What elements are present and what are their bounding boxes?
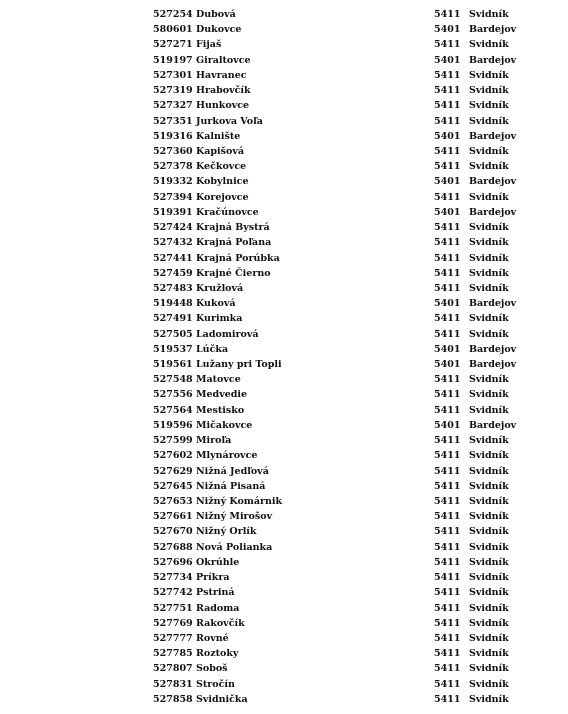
municipality-code: 527688	[153, 541, 193, 553]
municipality-code: 527661	[153, 511, 193, 523]
municipality-name: Príkra	[196, 572, 230, 584]
municipality-name: Svidnička	[196, 693, 248, 705]
municipality-name: Kapišová	[196, 145, 245, 157]
district-name: Bardejov	[469, 419, 517, 431]
municipality-name: Kalnište	[196, 130, 241, 142]
district-code: 5411	[434, 465, 461, 477]
table-row	[0, 342, 568, 357]
municipality-code: 519316	[153, 130, 193, 142]
table-row	[0, 83, 568, 98]
table-row	[0, 114, 568, 129]
district-name: Svidník	[469, 100, 509, 112]
table-row	[0, 68, 568, 83]
district-name: Bardejov	[469, 54, 517, 66]
district-code: 5411	[434, 587, 461, 599]
district-code: 5411	[434, 404, 461, 416]
table-row	[0, 631, 568, 646]
municipality-name: Nižná Jedľová	[196, 465, 269, 477]
district-name: Svidník	[469, 480, 509, 492]
district-code: 5411	[434, 145, 461, 157]
district-name: Svidník	[469, 389, 509, 401]
municipality-code: 519197	[153, 54, 193, 66]
district-name: Svidník	[469, 526, 509, 538]
municipality-code: 527785	[153, 648, 193, 660]
table-row	[0, 540, 568, 555]
municipality-name: Miroľa	[196, 435, 232, 447]
table-row	[0, 22, 568, 37]
municipality-code: 527653	[153, 496, 193, 507]
district-name: Bardejov	[469, 298, 517, 310]
municipality-name: Jurkova Voľa	[196, 115, 263, 127]
district-code: 5411	[434, 602, 461, 614]
district-name: Svidník	[469, 267, 509, 279]
municipality-code: 519537	[153, 343, 193, 355]
table-row	[0, 281, 568, 296]
district-code: 5411	[434, 85, 461, 97]
district-name: Svidník	[469, 496, 509, 507]
district-name: Bardejov	[469, 343, 517, 355]
municipality-name: Kračúnovce	[196, 206, 259, 218]
district-code: 5411	[434, 313, 461, 325]
district-name: Svidník	[469, 678, 509, 690]
district-name: Svidník	[469, 617, 509, 629]
municipality-code: 527742	[153, 587, 193, 599]
municipality-code: 527696	[153, 556, 193, 568]
district-code: 5411	[434, 632, 461, 644]
municipality-code: 527394	[153, 191, 193, 203]
table-row	[0, 159, 568, 174]
municipality-name: Nižný Komárnik	[196, 496, 283, 507]
municipality-name: Giraltovce	[196, 54, 251, 66]
municipality-code: 519596	[153, 419, 193, 431]
district-name: Svidník	[469, 602, 509, 614]
municipality-name: Havranec	[196, 69, 247, 81]
municipality-code: 527858	[153, 693, 193, 705]
district-code: 5411	[434, 374, 461, 386]
district-name: Bardejov	[469, 130, 517, 142]
municipality-name: Rovné	[196, 632, 229, 644]
municipality-code: 527807	[153, 663, 193, 675]
municipality-code: 527629	[153, 465, 193, 477]
table-row	[0, 616, 568, 631]
district-name: Svidník	[469, 282, 509, 294]
municipality-code: 527831	[153, 678, 193, 690]
municipality-code: 519332	[153, 176, 193, 188]
district-code: 5401	[434, 24, 461, 36]
table-row	[0, 555, 568, 570]
district-name: Svidník	[469, 556, 509, 568]
municipality-name: Hunkovce	[196, 100, 250, 112]
district-code: 5411	[434, 328, 461, 340]
district-code: 5411	[434, 480, 461, 492]
table-row	[0, 570, 568, 585]
table-row	[0, 403, 568, 418]
table-row	[0, 646, 568, 661]
table-row	[0, 448, 568, 463]
municipality-name: Krajná Porúbka	[196, 252, 280, 264]
district-name: Svidník	[469, 374, 509, 386]
table-row	[0, 601, 568, 616]
municipality-name: Kobylnice	[196, 176, 249, 188]
table-row	[0, 509, 568, 524]
table-row	[0, 372, 568, 387]
municipality-name: Dukovce	[196, 24, 242, 36]
municipality-name: Fijaš	[196, 39, 222, 51]
district-code: 5411	[434, 511, 461, 523]
municipality-name: Kečkovce	[196, 161, 247, 173]
municipality-name: Rakovčík	[196, 617, 245, 629]
municipality-name: Korejovce	[196, 191, 249, 203]
municipality-code: 519391	[153, 206, 193, 218]
municipality-code: 527424	[153, 222, 193, 234]
district-name: Svidník	[469, 450, 509, 462]
table-row	[0, 235, 568, 250]
municipality-name: Krajná Poľana	[196, 237, 272, 249]
district-code: 5411	[434, 100, 461, 112]
municipality-code: 527751	[153, 602, 193, 614]
table-row	[0, 296, 568, 311]
table-row	[0, 311, 568, 326]
municipality-name: Kružlová	[196, 282, 244, 294]
table-row	[0, 585, 568, 600]
district-name: Svidník	[469, 648, 509, 660]
district-code: 5411	[434, 693, 461, 705]
district-name: Bardejov	[469, 24, 517, 36]
district-name: Svidník	[469, 161, 509, 173]
municipality-name: Roztoky	[196, 648, 239, 660]
table-row	[0, 479, 568, 494]
table-row	[0, 7, 568, 22]
municipality-name: Mičakovce	[196, 419, 253, 431]
district-code: 5401	[434, 206, 461, 218]
municipality-name: Krajná Bystrá	[196, 222, 270, 234]
table-row	[0, 327, 568, 342]
district-code: 5411	[434, 496, 461, 507]
table-row	[0, 129, 568, 144]
municipality-name: Krajné Čierno	[196, 267, 271, 279]
table-row	[0, 266, 568, 281]
municipality-code: 527670	[153, 526, 193, 538]
district-code: 5401	[434, 130, 461, 142]
municipality-name: Mestisko	[196, 404, 245, 416]
table-row	[0, 98, 568, 113]
district-code: 5411	[434, 115, 461, 127]
municipality-name: Dubová	[196, 9, 236, 20]
municipality-code: 527491	[153, 313, 193, 325]
municipality-code: 527459	[153, 267, 193, 279]
district-name: Svidník	[469, 252, 509, 264]
table-row	[0, 190, 568, 205]
municipality-code: 527599	[153, 435, 193, 447]
municipality-name: Stročín	[196, 678, 235, 690]
municipality-code: 527360	[153, 145, 193, 157]
district-name: Svidník	[469, 511, 509, 523]
district-name: Svidník	[469, 115, 509, 127]
table-row	[0, 37, 568, 52]
table-row	[0, 357, 568, 372]
municipality-name: Matovce	[196, 374, 241, 386]
table-row	[0, 144, 568, 159]
municipality-name: Mlynárovce	[196, 450, 258, 462]
district-name: Svidník	[469, 541, 509, 553]
municipality-table	[0, 7, 568, 707]
municipality-name: Nová Polianka	[196, 541, 273, 553]
table-row	[0, 661, 568, 676]
district-name: Svidník	[469, 39, 509, 51]
table-row	[0, 387, 568, 402]
table-row	[0, 205, 568, 220]
district-code: 5401	[434, 419, 461, 431]
table-row	[0, 677, 568, 692]
municipality-name: Radoma	[196, 602, 240, 614]
municipality-name: Pstriná	[196, 587, 235, 599]
municipality-code: 527327	[153, 100, 193, 112]
district-name: Svidník	[469, 145, 509, 157]
municipality-code: 527441	[153, 252, 193, 264]
district-code: 5401	[434, 176, 461, 188]
municipality-code: 527378	[153, 161, 193, 173]
municipality-code: 527301	[153, 69, 193, 81]
district-code: 5411	[434, 252, 461, 264]
district-code: 5401	[434, 54, 461, 66]
district-name: Svidník	[469, 85, 509, 97]
municipality-code: 527254	[153, 9, 193, 20]
district-code: 5411	[434, 282, 461, 294]
municipality-name: Ladomirová	[196, 328, 259, 340]
municipality-code: 527769	[153, 617, 193, 629]
municipality-code: 527777	[153, 632, 193, 644]
district-name: Svidník	[469, 693, 509, 705]
municipality-code: 527602	[153, 450, 193, 462]
municipality-code: 527351	[153, 115, 193, 127]
district-name: Bardejov	[469, 176, 517, 188]
district-code: 5411	[434, 9, 461, 20]
district-code: 5411	[434, 161, 461, 173]
municipality-code: 527556	[153, 389, 193, 401]
municipality-name: Kurimka	[196, 313, 243, 325]
district-name: Bardejov	[469, 359, 517, 371]
district-code: 5411	[434, 526, 461, 538]
municipality-name: Nižný Mirošov	[196, 511, 273, 523]
municipality-code: 519561	[153, 359, 193, 371]
district-code: 5411	[434, 237, 461, 249]
municipality-name: Soboš	[196, 663, 228, 675]
table-row	[0, 251, 568, 266]
district-name: Svidník	[469, 632, 509, 644]
district-name: Svidník	[469, 663, 509, 675]
table-row	[0, 494, 568, 509]
district-code: 5411	[434, 617, 461, 629]
municipality-name: Nižná Pisaná	[196, 480, 266, 492]
table-row	[0, 418, 568, 433]
table-row	[0, 433, 568, 448]
municipality-code: 527734	[153, 572, 193, 584]
district-code: 5401	[434, 359, 461, 371]
district-name: Svidník	[469, 435, 509, 447]
municipality-code: 527564	[153, 404, 193, 416]
district-code: 5411	[434, 39, 461, 51]
district-code: 5411	[434, 678, 461, 690]
district-code: 5411	[434, 389, 461, 401]
district-code: 5411	[434, 556, 461, 568]
district-name: Svidník	[469, 328, 509, 340]
municipality-code: 527271	[153, 39, 193, 51]
district-code: 5411	[434, 69, 461, 81]
district-code: 5411	[434, 191, 461, 203]
municipality-code: 527505	[153, 328, 193, 340]
municipality-name: Medvedie	[196, 389, 248, 401]
municipality-code: 527645	[153, 480, 193, 492]
district-name: Svidník	[469, 191, 509, 203]
municipality-name: Lužany pri Topli	[196, 359, 282, 371]
table-row	[0, 464, 568, 479]
district-name: Svidník	[469, 587, 509, 599]
district-name: Svidník	[469, 465, 509, 477]
district-code: 5411	[434, 663, 461, 675]
municipality-code: 527319	[153, 85, 193, 97]
district-code: 5411	[434, 648, 461, 660]
district-code: 5411	[434, 541, 461, 553]
district-code: 5411	[434, 267, 461, 279]
municipality-code: 580601	[153, 24, 193, 36]
district-name: Svidník	[469, 572, 509, 584]
district-code: 5411	[434, 222, 461, 234]
municipality-name: Lúčka	[196, 343, 229, 355]
district-code: 5401	[434, 343, 461, 355]
municipality-code: 527432	[153, 237, 193, 249]
municipality-name: Okrúhle	[196, 556, 240, 568]
municipality-code: 527483	[153, 282, 193, 294]
municipality-name: Kuková	[196, 298, 236, 310]
table-row	[0, 524, 568, 539]
district-code: 5401	[434, 298, 461, 310]
district-name: Svidník	[469, 69, 509, 81]
district-name: Svidník	[469, 222, 509, 234]
table-row	[0, 53, 568, 68]
municipality-code: 527548	[153, 374, 193, 386]
district-code: 5411	[434, 435, 461, 447]
district-name: Bardejov	[469, 206, 517, 218]
table-row	[0, 692, 568, 707]
municipality-code: 519448	[153, 298, 193, 310]
district-code: 5411	[434, 572, 461, 584]
table-row	[0, 174, 568, 189]
municipality-name: Hrabovčík	[196, 85, 251, 97]
table-row	[0, 220, 568, 235]
district-name: Svidník	[469, 237, 509, 249]
district-code: 5411	[434, 450, 461, 462]
district-name: Svidník	[469, 313, 509, 325]
municipality-name: Nižný Orlík	[196, 526, 257, 538]
district-name: Svidník	[469, 404, 509, 416]
district-name: Svidník	[469, 9, 509, 20]
